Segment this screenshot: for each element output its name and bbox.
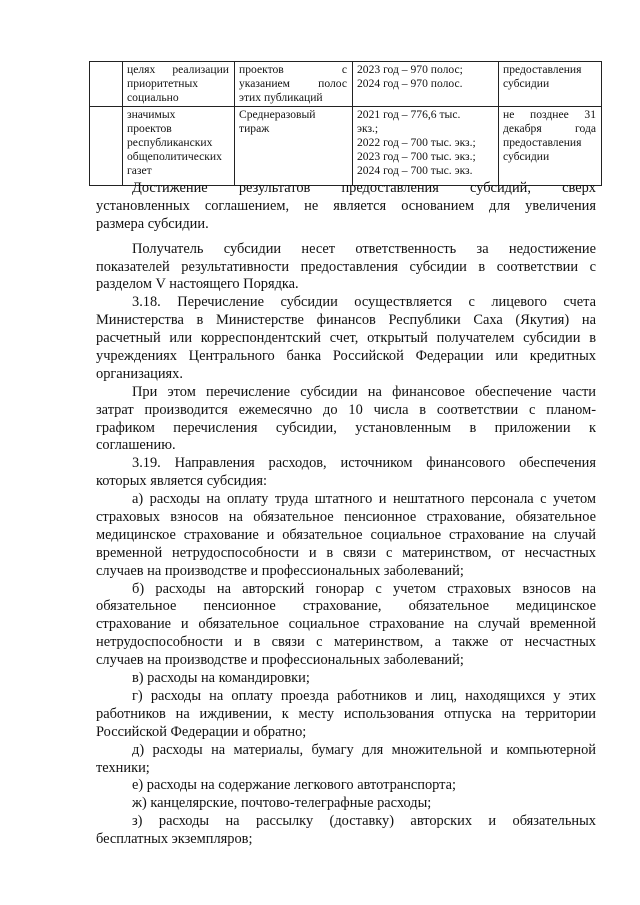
table-cell-line: тираж xyxy=(239,122,270,135)
table-cell-line: субсидии xyxy=(503,150,550,163)
table-cell-line: газет xyxy=(127,164,152,177)
text-line: расчетный или корреспондентский счет, открытый получателем субсидии в xyxy=(96,330,596,347)
text-line: нетрудоспособности и в связи с материнством, а также от несчастных xyxy=(96,634,596,651)
text-line: Министерства в Министерстве финансов Республики Саха (Якутия) на xyxy=(96,312,596,329)
table-cell-col4 xyxy=(353,62,499,107)
text-line: которых является субсидия: xyxy=(96,473,267,490)
text-line: 3.19. Направления расходов, источником финансового обеспечения xyxy=(132,455,596,472)
table-cell-line: 2021 год – 776,6 тыс. xyxy=(357,108,461,121)
table-body xyxy=(90,62,602,186)
text-line: показателей результативности предоставления субсидии в соответствии с xyxy=(96,258,596,275)
text-line: организациях. xyxy=(96,365,183,382)
text-line: Получатель субсидии несет ответственность за недостижение xyxy=(132,240,596,257)
text-line: бесплатных экземпляров; xyxy=(96,831,253,848)
table-cell-line: предоставления xyxy=(503,63,582,76)
text-line: страховых взносов на обязательное пенсионное страхование, обязательное xyxy=(96,509,596,526)
table-cell-line: этих публикаций xyxy=(239,91,323,104)
text-line: Российской Федерации и обратно; xyxy=(96,723,307,740)
text-line: затрат производится ежемесячно до 10 числа в соответствии с планом- xyxy=(96,401,596,418)
text-line: обязательное пенсионное страхование, обязательное медицинское xyxy=(96,598,596,615)
text-line: в) расходы на командировки; xyxy=(132,670,310,687)
text-line: случаев на производстве и профессиональных заболеваний; xyxy=(96,652,464,669)
table-cell-line: экз.; xyxy=(357,122,379,135)
text-line: При этом перечисление субсидии на финансовое обеспечение части xyxy=(132,383,596,400)
table-cell-line: социально xyxy=(127,91,179,104)
table-cell-line: 2022 год – 700 тыс. экз.; xyxy=(357,136,476,149)
text-line: г) расходы на оплату проезда работников и лиц, находящихся у этих xyxy=(132,687,596,704)
table-cell-col3 xyxy=(235,62,353,107)
table-cell-line: целях реализации xyxy=(127,63,229,76)
table-cell-line: 2024 год – 970 полос. xyxy=(357,77,463,90)
table-cell-line: Среднеразовый xyxy=(239,108,316,121)
text-line: б) расходы на авторский гонорар с учетом страховых взносов на xyxy=(132,580,596,597)
table-cell-line: указанием полос xyxy=(239,77,347,90)
text-line: случаев на производстве и профессиональных заболеваний; xyxy=(96,562,464,579)
text-line: Достижение результатов предоставления субсидий, сверх xyxy=(132,180,596,196)
document-body-text xyxy=(96,180,596,849)
table-cell-line: республиканских xyxy=(127,136,213,149)
table-row xyxy=(90,107,602,186)
text-line: размера субсидии. xyxy=(96,215,209,232)
text-line: медицинское страхование и обязательное социальное страхование на случай xyxy=(96,526,596,543)
text-line: д) расходы на материалы, бумагу для множительной и компьютерной xyxy=(132,741,596,758)
text-line: техники; xyxy=(96,759,150,776)
text-line: учреждениях Центрального банка Российской Федерации или кредитных xyxy=(96,348,596,365)
table-cell-line: не позднее 31 xyxy=(503,108,596,121)
subsidy-table-fragment xyxy=(89,61,602,186)
table-cell-line: субсидии xyxy=(503,77,550,90)
table-cell-line: приоритетных xyxy=(127,77,199,90)
table-cell-col5 xyxy=(499,107,602,186)
text-line: разделом V настоящего Порядка. xyxy=(96,276,299,293)
text-line: 3.18. Перечисление субсидии осуществляется с лицевого счета xyxy=(132,294,596,311)
table-cell-line: 2024 год – 700 тыс. экз. xyxy=(357,164,473,177)
text-line: работников на иждивении, к месту использования отпуска на территории xyxy=(96,705,596,722)
table-cell-col4 xyxy=(353,107,499,186)
text-line: з) расходы на рассылку (доставку) авторских и обязательных xyxy=(132,813,596,830)
text-line xyxy=(96,234,596,241)
table-cell-col1 xyxy=(90,62,123,107)
text-line: временной нетрудоспособности и в связи с материнством, от несчастных xyxy=(96,544,596,561)
text-line: е) расходы на содержание легкового автотранспорта; xyxy=(132,777,457,794)
table-cell-line: значимых xyxy=(127,108,176,121)
text-line: графиком перечисления субсидии, установленным в приложении к xyxy=(96,419,596,436)
table-cell-line: предоставления xyxy=(503,136,582,149)
table-cell-line: декабря года xyxy=(503,122,596,135)
text-line: а) расходы на оплату труда штатного и нештатного персонала с учетом xyxy=(132,491,596,508)
text-line: установленных соглашением, не является основанием для увеличения xyxy=(96,197,596,214)
table-cell-line: проектов xyxy=(127,122,172,135)
table-cell-col3 xyxy=(235,107,353,186)
table-cell-col2 xyxy=(123,107,235,186)
table-cell-line: общеполитических xyxy=(127,150,222,163)
table-cell-col5 xyxy=(499,62,602,107)
text-line: соглашению. xyxy=(96,437,176,454)
table-row xyxy=(90,62,602,107)
table-cell-line: 2023 год – 700 тыс. экз.; xyxy=(357,150,476,163)
text-line: ж) канцелярские, почтово-телеграфные расходы; xyxy=(132,795,432,812)
table-cell-line: 2023 год – 970 полос; xyxy=(357,63,463,76)
table-cell-line: проектов с xyxy=(239,63,347,76)
table-cell-col2 xyxy=(123,62,235,107)
table-cell-col1 xyxy=(90,107,123,186)
text-line: страхование и обязательное социальное страхование на случай временной xyxy=(96,616,596,633)
